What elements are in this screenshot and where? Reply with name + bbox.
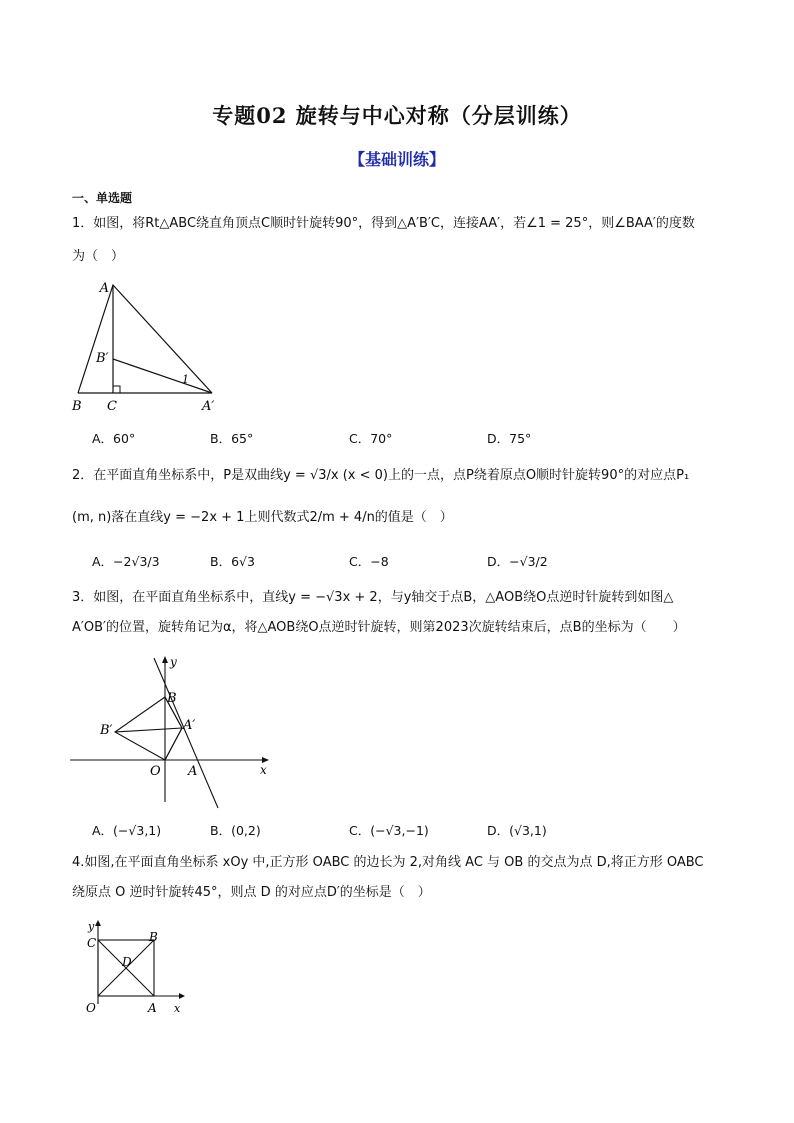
section-subtitle: 【基础训练】: [348, 150, 445, 169]
label-B: B: [167, 691, 177, 706]
q3-option-c: C．(−√3,−1): [349, 823, 429, 838]
q2-option-b: B．6√3: [210, 554, 255, 569]
q2-option-a: A．−2√3/3: [92, 554, 160, 569]
label-O: O: [86, 1001, 96, 1015]
q1-option-a: A．60°: [92, 431, 136, 446]
label-D: D: [122, 955, 132, 969]
question-4-figure: [78, 916, 198, 1024]
label-B: B: [149, 930, 158, 944]
question-3-line-1: 3．如图，在平面直角坐标系中，直线y = −√3x + 2，与y轴交于点B，△AOB绕O点逆时针旋转到如图△: [72, 590, 674, 605]
label-C: C: [87, 936, 97, 950]
q2-option-c: C．−8: [349, 554, 389, 569]
question-1-figure: [66, 276, 226, 416]
q3-option-b: B．(0,2): [210, 823, 261, 838]
label-A: A: [148, 1001, 157, 1015]
axis-x-label: x: [260, 763, 267, 777]
question-1-line-2: 为（ ）: [72, 249, 125, 264]
q3-option-d: D．(√3,1): [487, 823, 547, 838]
page-title: 专题02 旋转与中心对称（分层训练）: [212, 103, 582, 128]
label-A: A: [188, 764, 198, 779]
label-C: C: [107, 399, 117, 414]
question-3-line-2: A′OB′的位置，旋转角记为α，将△AOB绕O点逆时针旋转，则第2023次旋转结束后，点B的坐标为（ ）: [72, 620, 686, 635]
question-2-line-2: (m, n)落在直线y = −2x + 1上则代数式2/m + 4/n的值是（ ）: [72, 510, 453, 525]
q3-option-a: A．(−√3,1): [92, 823, 162, 838]
label-B-prime: B′: [96, 351, 109, 366]
question-3-figure: [70, 652, 280, 812]
label-B: B: [72, 399, 82, 414]
question-1-line-1: 1．如图，将Rt△ABC绕直角顶点C顺时针旋转90°，得到△A′B′C，连接AA′，若∠1 = 25°，则∠BAA′的度数: [72, 216, 695, 231]
label-A-prime: A′: [183, 718, 196, 733]
q1-option-b: B．65°: [210, 431, 254, 446]
label-O: O: [150, 764, 161, 779]
axis-x-label: x: [174, 1002, 181, 1015]
label-A: A: [99, 281, 109, 296]
label-B-prime: B′: [100, 723, 113, 738]
q2-option-d: D．−√3/2: [487, 554, 548, 569]
label-angle-1: 1: [182, 373, 189, 386]
question-4-line-2: 绕原点 O 逆时针旋转45°，则点 D 的对应点D′的坐标是（ ）: [72, 885, 431, 900]
axis-y-label: y: [170, 655, 177, 669]
q1-option-c: C．70°: [349, 431, 393, 446]
question-4-line-1: 4.如图,在平面直角坐标系 xOy 中,正方形 OABC 的边长为 2,对角线 AC 与 OB 的交点为点 D,将正方形 OABC: [72, 855, 704, 870]
axis-y-label: y: [88, 920, 95, 933]
q1-option-d: D．75°: [487, 431, 532, 446]
label-A-prime: A′: [202, 399, 215, 414]
triangle-outline: [78, 285, 212, 393]
section-heading: 一、单选题: [72, 191, 133, 205]
question-2-line-1: 2．在平面直角坐标系中，P是双曲线y = √3/x (x < 0)上的一点，点P绕着原点O顺时针旋转90°的对应点P₁: [72, 468, 690, 483]
